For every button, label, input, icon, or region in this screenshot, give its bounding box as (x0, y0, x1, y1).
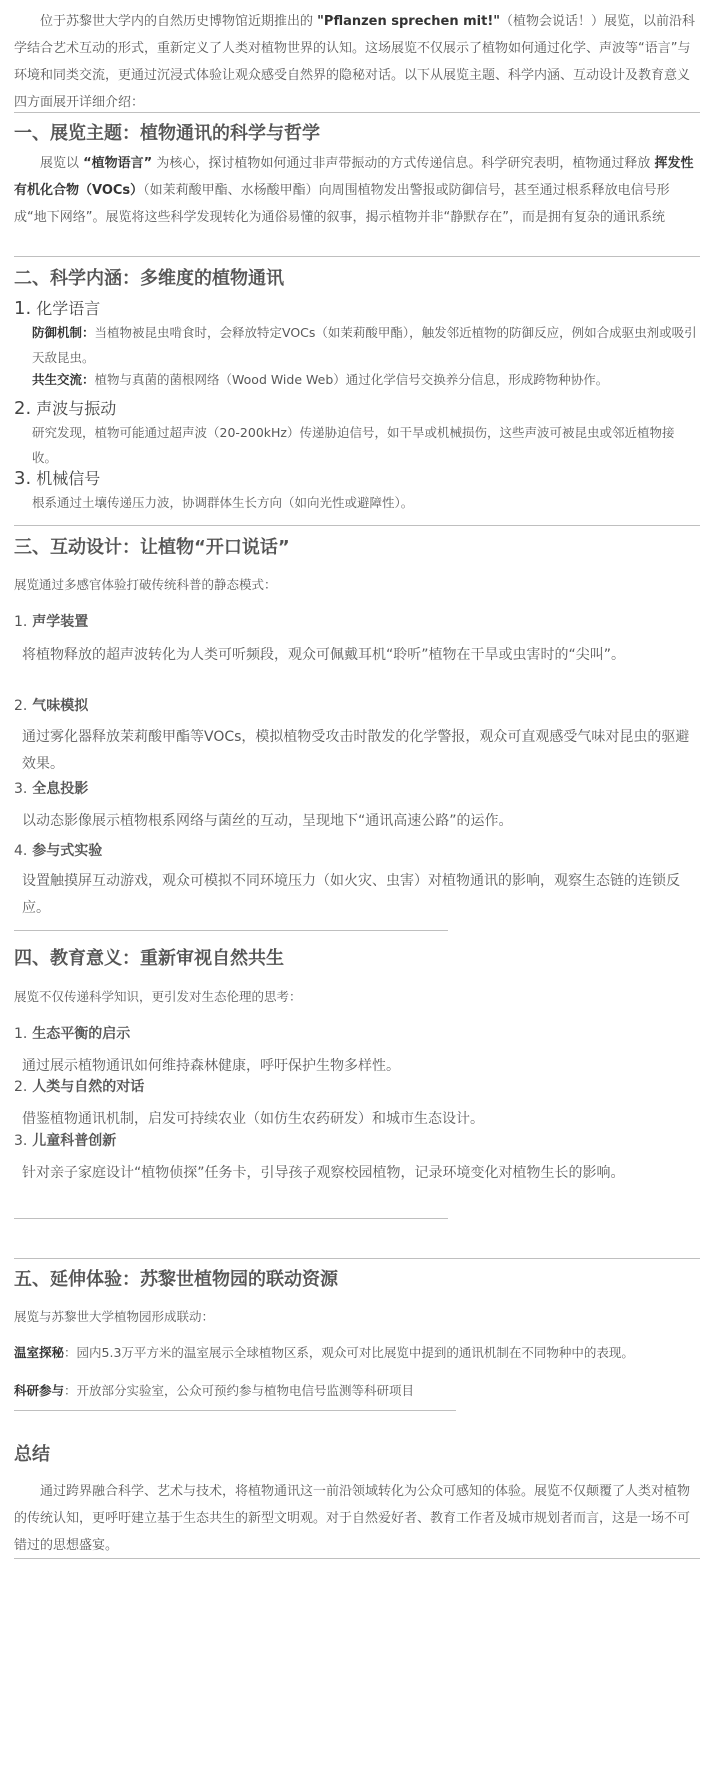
item-number: 3. (14, 468, 32, 489)
summary-paragraph: 通过跨界融合科学、艺术与技术，将植物通讯这一前沿领域转化为公众可感知的体验。展览不仅颠覆了人类对植物的传统认知，更呼吁建立基于生态共生的新型文明观。对于自然爱好者、教育工作者及城市规划者而言，这是一场不可错过的思想盛宴。 (14, 1484, 691, 1553)
item-title: 参与式实验 (32, 843, 103, 859)
item-title: 生态平衡的启示 (32, 1026, 131, 1042)
section4-intro: 展览不仅传递科学知识，更引发对生态伦理的思考： (14, 989, 302, 1004)
section3-heading: 三、互动设计：让植物“开口说话” (14, 537, 290, 558)
intro-post: （植物会说话！）展览，以前沿科学结合艺术互动的形式，重新定义了人类对植物世界的认知。这场展览不仅展示了植物如何通过化学、声波等“语言”与环境和同类交流，更通过沉浸式体验让观众感受自然界的隐秘对话。以下从展览主题、科学内涵、互动设计及教育意义四方面展开详细介绍： (14, 14, 696, 110)
section1-heading: 一、展览主题：植物通讯的科学与哲学 (14, 123, 320, 144)
item-title: 全息投影 (32, 781, 89, 797)
s4-item-children (14, 1130, 116, 1152)
s1-bold-vocs: 挥发性有机化合物（VOCs） (14, 156, 694, 198)
divider (14, 1558, 700, 1559)
s2-mech-text: 根系通过土壤传递压力波，协调群体生长方向（如向光性或避障性）。 (32, 495, 414, 510)
s3-item-acoustic (14, 611, 88, 633)
s1-text-1: 展览以 (40, 156, 84, 171)
section5-heading: 五、延伸体验：苏黎世植物园的联动资源 (14, 1269, 338, 1290)
item-number: 1. (14, 298, 32, 319)
section1-paragraph (14, 150, 700, 231)
divider (14, 256, 700, 257)
s2-item-chemical (14, 298, 100, 320)
item-number: 1. (14, 614, 28, 630)
sub-sep: ： (64, 1345, 77, 1360)
s2-sound-text: 研究发现，植物可能通过超声波（20-200kHz）传递胁迫信号，如干旱或机械损伤，这些声波可被昆虫或邻近植物接收。 (32, 425, 675, 465)
sub-label: 共生交流： (32, 372, 95, 387)
s4-balance-text: 通过展示植物通讯如何维持森林健康，呼吁保护生物多样性。 (22, 1058, 400, 1074)
section2-heading: 二、科学内涵：多维度的植物通讯 (14, 268, 284, 289)
sub-label: 防御机制： (32, 325, 95, 340)
section4-heading: 四、教育意义：重新审视自然共生 (14, 948, 284, 969)
item-title: 声波与振动 (36, 399, 117, 418)
sub-text: 园内5.3万平方米的温室展示全球植物区系，观众可对比展览中提到的通讯机制在不同物种中的表现。 (76, 1345, 634, 1360)
s1-text-2: 为核心，探讨植物如何通过非声带振动的方式传递信息。科学研究表明，植物通过释放 (152, 156, 655, 171)
s3-item-scent (14, 695, 88, 717)
divider (14, 112, 700, 113)
s4-item-balance (14, 1023, 130, 1045)
intro-paragraph (14, 8, 700, 116)
item-number: 3. (14, 1133, 28, 1149)
divider (14, 930, 448, 931)
section3-intro: 展览通过多感官体验打破传统科普的静态模式： (14, 577, 277, 592)
item-title: 机械信号 (36, 469, 101, 488)
s3-experiment-text: 设置触摸屏互动游戏，观众可模拟不同环境压力（如火灾、虫害）对植物通讯的影响，观察生态链的连锁反应。 (22, 873, 680, 916)
s3-scent-text: 通过雾化器释放茉莉酸甲酯等VOCs，模拟植物受攻击时散发的化学警报，观众可直观感受气味对昆虫的驱避效果。 (22, 729, 690, 772)
item-title: 化学语言 (36, 299, 101, 318)
divider (14, 1258, 700, 1259)
item-number: 4. (14, 843, 28, 859)
s2-item-sound (14, 398, 116, 420)
item-title: 人类与自然的对话 (32, 1079, 145, 1095)
s2-item-mechanical (14, 468, 100, 490)
item-number: 2. (14, 398, 32, 419)
sub-text: 开放部分实验室，公众可预约参与植物电信号监测等科研项目 (76, 1383, 415, 1398)
item-title: 声学装置 (32, 614, 89, 630)
divider (14, 1218, 448, 1219)
sub-label: 温室探秘 (14, 1345, 65, 1360)
item-number: 2. (14, 1079, 28, 1095)
sub-label: 科研参与 (14, 1383, 65, 1398)
s2-chem-defense (32, 320, 698, 370)
item-number: 3. (14, 781, 28, 797)
sub-text: 当植物被昆虫啃食时，会释放特定VOCs（如茉莉酸甲酯），触发邻近植物的防御反应，例如合成驱虫剂或吸引天敌昆虫。 (32, 325, 697, 365)
intro-pre: 位于苏黎世大学内的自然历史博物馆近期推出的 (40, 14, 318, 29)
s5-greenhouse (14, 1341, 700, 1364)
s1-text-3: （如茉莉酸甲酯、水杨酸甲酯）向周围植物发出警报或防御信号，甚至通过根系释放电信号形成“地下网络”。展览将这些科学发现转化为通俗易懂的叙事，揭示植物并非“静默存在”，而是拥有复杂的通讯系统 (14, 183, 670, 225)
s3-hologram-text: 以动态影像展示植物根系网络与菌丝的互动，呈现地下“通讯高速公路”的运作。 (22, 813, 513, 829)
s4-item-dialogue (14, 1076, 144, 1098)
item-number: 2. (14, 698, 28, 714)
sub-sep: ： (64, 1383, 77, 1398)
divider (14, 1410, 456, 1411)
s3-acoustic-text: 将植物释放的超声波转化为人类可听频段，观众可佩戴耳机“聆听”植物在干旱或虫害时的“尖叫”。 (22, 647, 626, 663)
s4-dialogue-text: 借鉴植物通讯机制，启发可持续农业（如仿生农药研发）和城市生态设计。 (22, 1111, 484, 1127)
s3-item-hologram (14, 778, 88, 800)
summary-heading: 总结 (14, 1444, 50, 1465)
item-number: 1. (14, 1026, 28, 1042)
s5-research (14, 1379, 700, 1402)
divider (14, 525, 700, 526)
s2-chem-symbiosis (32, 367, 698, 392)
s3-item-experiment (14, 840, 102, 862)
section5-intro: 展览与苏黎世大学植物园形成联动： (14, 1309, 215, 1324)
item-title: 儿童科普创新 (32, 1133, 117, 1149)
s4-children-text: 针对亲子家庭设计“植物侦探”任务卡，引导孩子观察校园植物，记录环境变化对植物生长的影响。 (22, 1165, 625, 1181)
exhibition-title: "Pflanzen sprechen mit!" (317, 14, 501, 29)
sub-text: 植物与真菌的菌根网络（Wood Wide Web）通过化学信号交换养分信息，形成跨物种协作。 (94, 372, 609, 387)
s1-bold-plant-language: “植物语言” (83, 156, 153, 171)
item-title: 气味模拟 (32, 698, 89, 714)
